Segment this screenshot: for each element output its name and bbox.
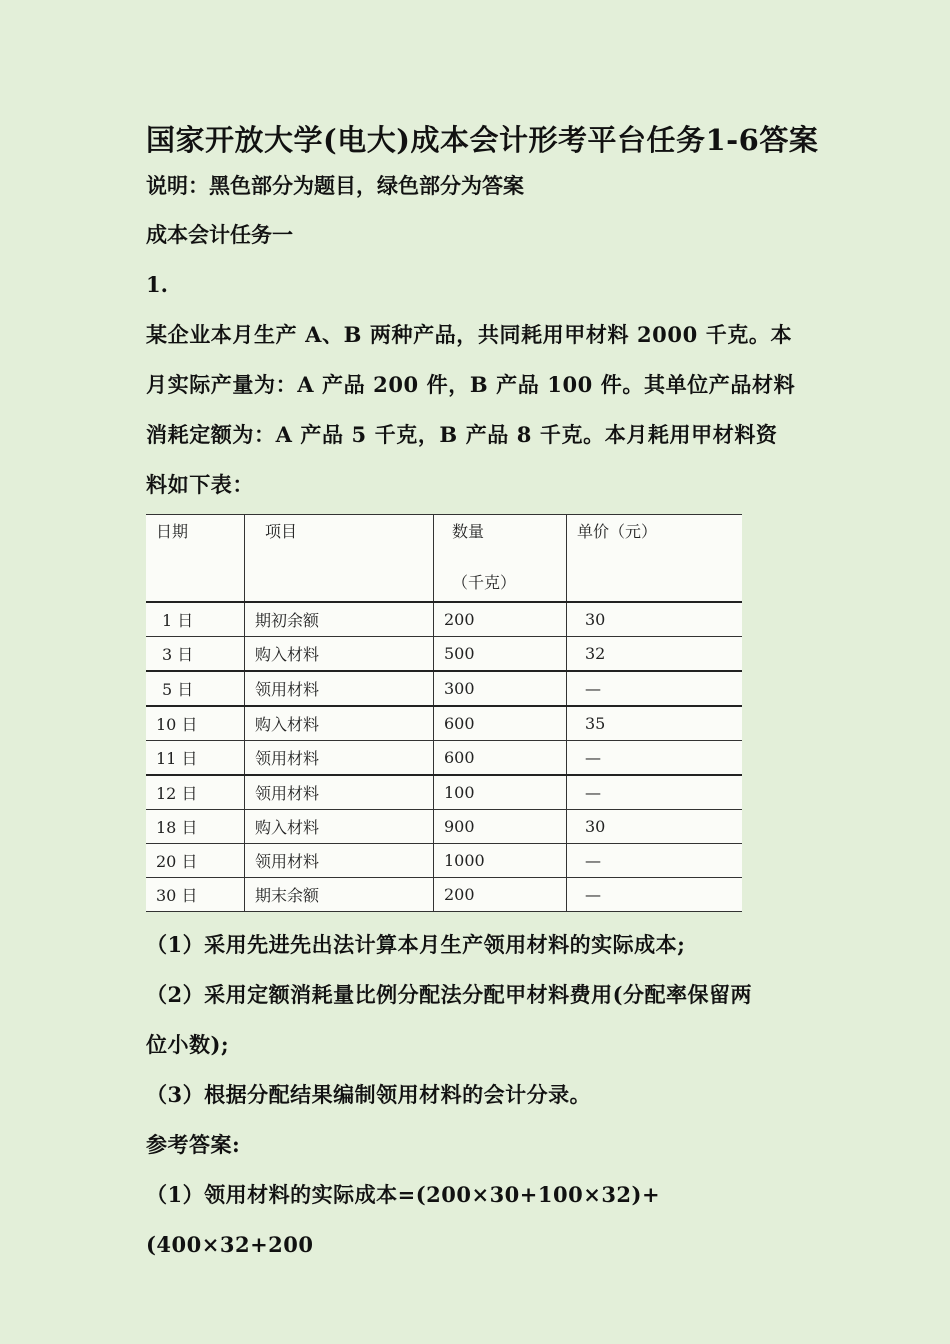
cell-quantity: 200 xyxy=(434,602,567,637)
cell-quantity: 500 xyxy=(434,637,567,672)
question-text xyxy=(146,310,816,510)
cell-item: 领用材料 xyxy=(245,844,434,878)
cell-quantity: 900 xyxy=(434,810,567,844)
question-line: 月实际产量为：A 产品 200 件，B 产品 100 件。其单位产品材料 xyxy=(146,372,796,397)
cell-price: — xyxy=(567,671,743,706)
table-row xyxy=(146,602,742,637)
sub-questions xyxy=(146,920,816,1270)
cell-date: 11 日 xyxy=(146,741,245,776)
cell-price: — xyxy=(567,844,743,878)
cell-price: 30 xyxy=(567,602,743,637)
sub-line: （1）采用先进先出法计算本月生产领用材料的实际成本; xyxy=(146,932,686,957)
header-quantity-unit: （千克） xyxy=(452,573,517,592)
question-line: 消耗定额为：A 产品 5 千克，B 产品 8 千克。本月耗用甲材料资 xyxy=(146,422,778,447)
table-row xyxy=(146,637,742,672)
cell-date: 18 日 xyxy=(146,810,245,844)
table-row xyxy=(146,878,742,912)
cell-price: — xyxy=(567,878,743,912)
sub-line: 位小数); xyxy=(146,1032,230,1057)
table-row xyxy=(146,706,742,741)
cell-quantity: 300 xyxy=(434,671,567,706)
cell-date: 10 日 xyxy=(146,706,245,741)
header-item: 项目 xyxy=(245,515,434,603)
cell-quantity: 200 xyxy=(434,878,567,912)
table-header-row xyxy=(146,515,742,603)
sub-line: （3）根据分配结果编制领用材料的会计分录。 xyxy=(146,1082,592,1107)
table-row xyxy=(146,775,742,810)
cell-date: 5 日 xyxy=(146,671,245,706)
cell-quantity: 1000 xyxy=(434,844,567,878)
table-row xyxy=(146,844,742,878)
cell-price: 32 xyxy=(567,637,743,672)
document-page xyxy=(146,118,819,1270)
cell-item: 领用材料 xyxy=(245,671,434,706)
table-row xyxy=(146,810,742,844)
table-row xyxy=(146,671,742,706)
section-heading: 成本会计任务一 xyxy=(146,222,293,247)
question-line: 料如下表： xyxy=(146,472,254,497)
cell-quantity: 100 xyxy=(434,775,567,810)
cell-date: 20 日 xyxy=(146,844,245,878)
cell-price: 30 xyxy=(567,810,743,844)
sub-line: （2）采用定额消耗量比例分配法分配甲材料费用(分配率保留两 xyxy=(146,982,753,1007)
header-quantity xyxy=(434,515,567,603)
answer-line: （1）领用材料的实际成本=(200×30+100×32)+(400×32+200 xyxy=(146,1182,661,1257)
cell-item: 期末余额 xyxy=(245,878,434,912)
cell-item: 购入材料 xyxy=(245,637,434,672)
cell-date: 1 日 xyxy=(146,602,245,637)
cell-price: — xyxy=(567,775,743,810)
table-row xyxy=(146,741,742,776)
cell-item: 期初余额 xyxy=(245,602,434,637)
header-price: 单价（元） xyxy=(567,515,743,603)
header-date: 日期 xyxy=(146,515,245,603)
document-note: 说明：黑色部分为题目，绿色部分为答案 xyxy=(146,173,524,198)
cell-item: 购入材料 xyxy=(245,706,434,741)
header-quantity-label: 数量 xyxy=(452,522,485,541)
cell-quantity: 600 xyxy=(434,706,567,741)
cell-date: 12 日 xyxy=(146,775,245,810)
cell-item: 领用材料 xyxy=(245,775,434,810)
question-number: 1. xyxy=(146,272,168,297)
question-line: 某企业本月生产 A、B 两种产品，共同耗用甲材料 2000 千克。本 xyxy=(146,322,793,347)
cell-price: 35 xyxy=(567,706,743,741)
cell-date: 3 日 xyxy=(146,637,245,672)
cell-date: 30 日 xyxy=(146,878,245,912)
answer-heading: 参考答案: xyxy=(146,1132,241,1157)
material-table xyxy=(146,514,742,912)
cell-price: — xyxy=(567,741,743,776)
cell-quantity: 600 xyxy=(434,741,567,776)
cell-item: 购入材料 xyxy=(245,810,434,844)
cell-item: 领用材料 xyxy=(245,741,434,776)
document-title: 国家开放大学(电大)成本会计形考平台任务1-6答案 xyxy=(146,123,819,157)
